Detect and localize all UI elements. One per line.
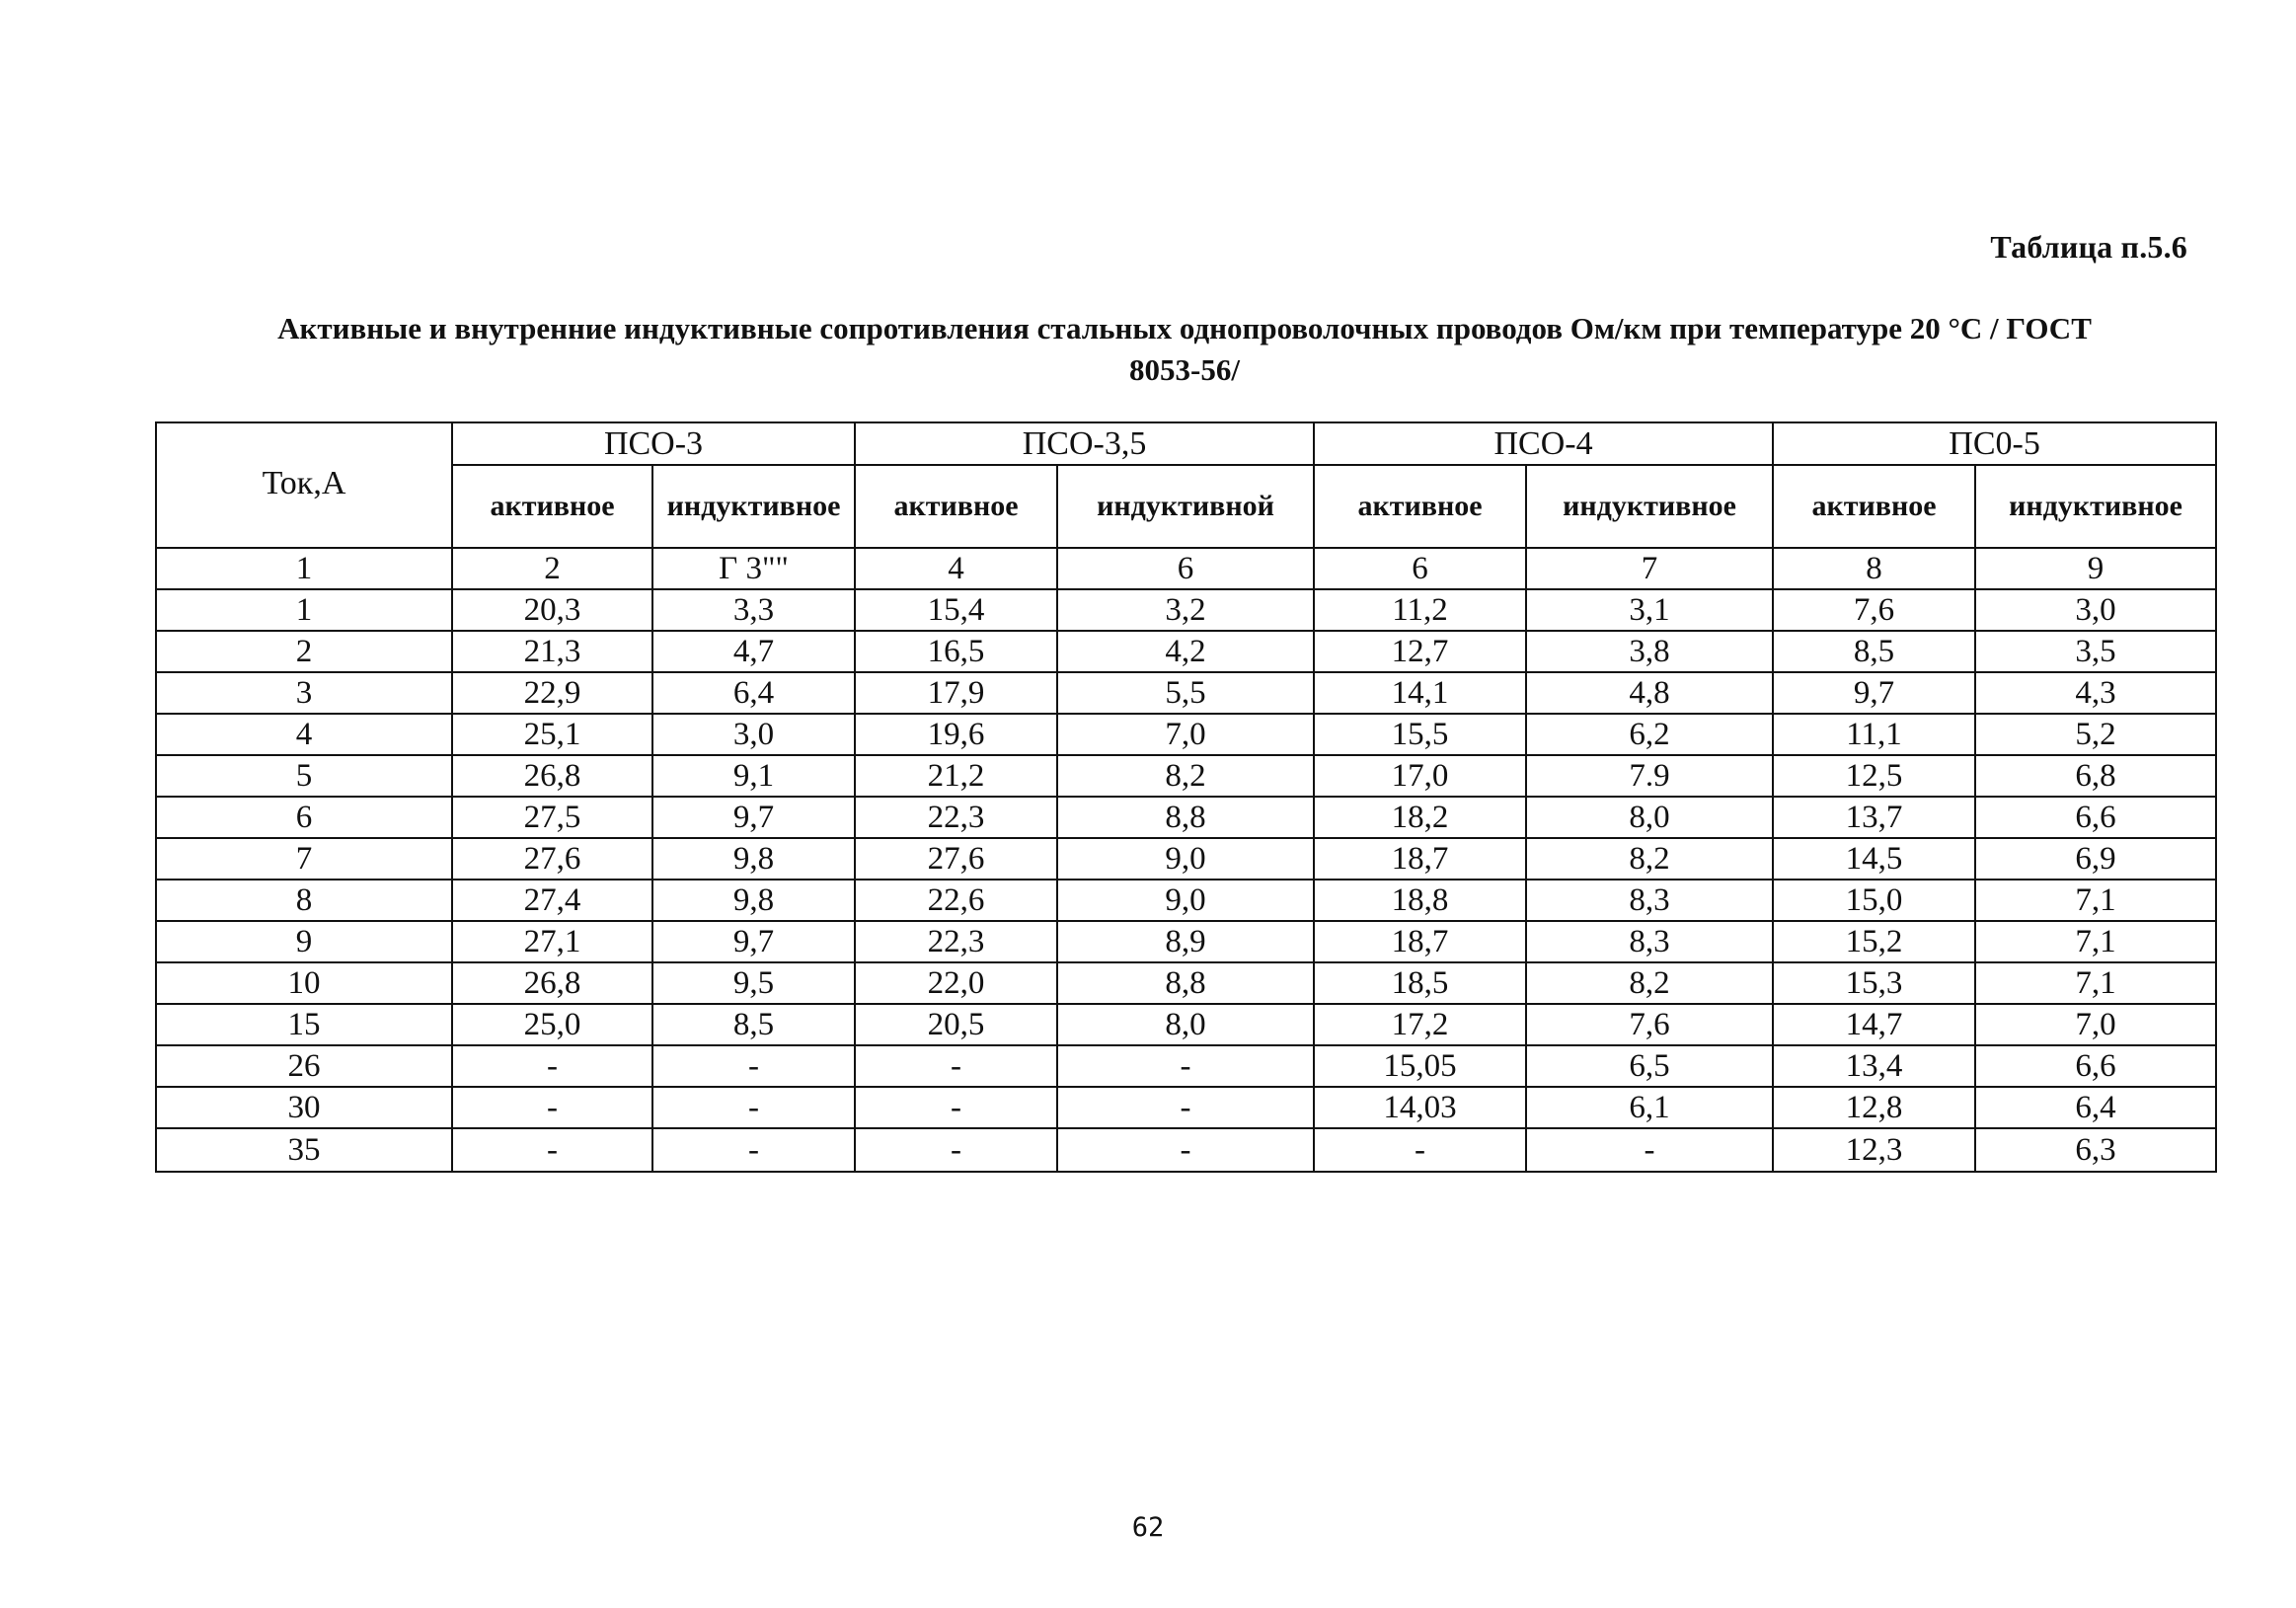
current-cell: 7 [156, 838, 452, 880]
table-row [156, 962, 2216, 1004]
value-cell: 21,3 [452, 631, 652, 672]
value-cell: 18,8 [1314, 880, 1526, 921]
table-row [156, 672, 2216, 714]
table-row [156, 631, 2216, 672]
value-cell: - [452, 1045, 652, 1087]
value-cell: 3,0 [1975, 589, 2216, 631]
value-cell: 9,7 [652, 921, 855, 962]
subheader: индуктивное [652, 465, 855, 548]
value-cell: 8,8 [1057, 962, 1314, 1004]
value-cell: 6,8 [1975, 755, 2216, 797]
value-cell: - [652, 1128, 855, 1172]
table-row [156, 714, 2216, 755]
value-cell: 6,4 [1975, 1087, 2216, 1128]
current-cell: 8 [156, 880, 452, 921]
value-cell: 9,5 [652, 962, 855, 1004]
value-cell: 7.9 [1526, 755, 1773, 797]
value-cell: 7,0 [1975, 1004, 2216, 1045]
current-cell: 1 [156, 589, 452, 631]
page-number: 62 [1131, 1512, 1165, 1543]
value-cell: 8,8 [1057, 797, 1314, 838]
value-cell: 18,5 [1314, 962, 1526, 1004]
value-cell: - [1314, 1128, 1526, 1172]
current-cell: 2 [156, 631, 452, 672]
value-cell: 18,2 [1314, 797, 1526, 838]
value-cell: 3,3 [652, 589, 855, 631]
value-cell: 22,3 [855, 797, 1057, 838]
value-cell: - [855, 1087, 1057, 1128]
value-cell: 9,7 [652, 797, 855, 838]
current-cell: 26 [156, 1045, 452, 1087]
value-cell: 26,8 [452, 962, 652, 1004]
current-cell: 9 [156, 921, 452, 962]
table-row [156, 589, 2216, 631]
value-cell: - [1526, 1128, 1773, 1172]
table-row [156, 797, 2216, 838]
value-cell: 9,7 [1773, 672, 1975, 714]
value-cell: 3,0 [652, 714, 855, 755]
value-cell: 13,7 [1773, 797, 1975, 838]
value-cell: 14,7 [1773, 1004, 1975, 1045]
value-cell: 15,0 [1773, 880, 1975, 921]
value-cell: 14,1 [1314, 672, 1526, 714]
value-cell: 7,6 [1773, 589, 1975, 631]
value-cell: - [652, 1045, 855, 1087]
value-cell: 8,2 [1057, 755, 1314, 797]
document-title [148, 308, 2221, 391]
value-cell: 4,8 [1526, 672, 1773, 714]
table-row [156, 880, 2216, 921]
table-label: Таблица п.5.6 [1990, 229, 2187, 265]
value-cell: 8,3 [1526, 880, 1773, 921]
value-cell: 13,4 [1773, 1045, 1975, 1087]
value-cell: 6,3 [1975, 1128, 2216, 1172]
value-cell: 22,6 [855, 880, 1057, 921]
value-cell: 8,2 [1526, 962, 1773, 1004]
group-header-row [156, 422, 2216, 465]
value-cell: 22,3 [855, 921, 1057, 962]
current-cell: 15 [156, 1004, 452, 1045]
column-number: 6 [1314, 548, 1526, 589]
value-cell: 27,4 [452, 880, 652, 921]
current-cell: 4 [156, 714, 452, 755]
current-cell: 35 [156, 1128, 452, 1172]
subheader: активное [1314, 465, 1526, 548]
table-body [156, 548, 2216, 1172]
value-cell: 17,2 [1314, 1004, 1526, 1045]
value-cell: 20,3 [452, 589, 652, 631]
value-cell: 8,2 [1526, 838, 1773, 880]
column-number: 4 [855, 548, 1057, 589]
group-header: ПС0-5 [1773, 422, 2216, 465]
column-number: 1 [156, 548, 452, 589]
column-number-row [156, 548, 2216, 589]
value-cell: - [1057, 1045, 1314, 1087]
column-number: 9 [1975, 548, 2216, 589]
value-cell: 12,5 [1773, 755, 1975, 797]
value-cell: 3,5 [1975, 631, 2216, 672]
table-row [156, 1045, 2216, 1087]
value-cell: 9,8 [652, 838, 855, 880]
title-line-1: Активные и внутренние индуктивные сопротивления стальных однопроволочных проводов Ом/км при температуре 20 °С / ГОСТ [277, 311, 2092, 345]
column-number: Г 3"" [652, 548, 855, 589]
subheader: активное [1773, 465, 1975, 548]
title-line-2: 8053-56/ [1129, 352, 1240, 387]
value-cell: 8,0 [1057, 1004, 1314, 1045]
subheader: активное [855, 465, 1057, 548]
value-cell: - [452, 1128, 652, 1172]
column-number: 2 [452, 548, 652, 589]
value-cell: 6,1 [1526, 1087, 1773, 1128]
group-header: ПСО-3 [452, 422, 855, 465]
value-cell: 25,1 [452, 714, 652, 755]
current-cell: 3 [156, 672, 452, 714]
value-cell: 4,7 [652, 631, 855, 672]
group-header: ПСО-4 [1314, 422, 1773, 465]
value-cell: 12,8 [1773, 1087, 1975, 1128]
value-cell: - [1057, 1087, 1314, 1128]
value-cell: 6,2 [1526, 714, 1773, 755]
value-cell: 14,5 [1773, 838, 1975, 880]
value-cell: 6,6 [1975, 797, 2216, 838]
value-cell: 27,5 [452, 797, 652, 838]
value-cell: 14,03 [1314, 1087, 1526, 1128]
value-cell: 22,0 [855, 962, 1057, 1004]
value-cell: 9,0 [1057, 880, 1314, 921]
current-header: Ток,А [156, 422, 452, 548]
value-cell: 20,5 [855, 1004, 1057, 1045]
value-cell: 3,2 [1057, 589, 1314, 631]
column-number: 7 [1526, 548, 1773, 589]
value-cell: 18,7 [1314, 838, 1526, 880]
value-cell: - [855, 1128, 1057, 1172]
table-row [156, 921, 2216, 962]
table-row [156, 1004, 2216, 1045]
subheader: индуктивной [1057, 465, 1314, 548]
value-cell: - [652, 1087, 855, 1128]
value-cell: 5,2 [1975, 714, 2216, 755]
subheader: индуктивное [1975, 465, 2216, 548]
value-cell: 15,05 [1314, 1045, 1526, 1087]
table-row [156, 1128, 2216, 1172]
value-cell: 12,7 [1314, 631, 1526, 672]
value-cell: 18,7 [1314, 921, 1526, 962]
subheader: активное [452, 465, 652, 548]
value-cell: 25,0 [452, 1004, 652, 1045]
value-cell: 8,0 [1526, 797, 1773, 838]
value-cell: 16,5 [855, 631, 1057, 672]
value-cell: - [452, 1087, 652, 1128]
value-cell: 17,9 [855, 672, 1057, 714]
value-cell: 11,2 [1314, 589, 1526, 631]
value-cell: 22,9 [452, 672, 652, 714]
subheader-row [156, 465, 2216, 548]
value-cell: 11,1 [1773, 714, 1975, 755]
value-cell: 7,6 [1526, 1004, 1773, 1045]
current-cell: 6 [156, 797, 452, 838]
value-cell: 5,5 [1057, 672, 1314, 714]
value-cell: 9,0 [1057, 838, 1314, 880]
current-cell: 10 [156, 962, 452, 1004]
subheader: индуктивное [1526, 465, 1773, 548]
table-row [156, 838, 2216, 880]
value-cell: 26,8 [452, 755, 652, 797]
value-cell: - [855, 1045, 1057, 1087]
value-cell: 27,1 [452, 921, 652, 962]
value-cell: 19,6 [855, 714, 1057, 755]
value-cell: 8,9 [1057, 921, 1314, 962]
resistance-table [155, 421, 2217, 1173]
value-cell: 8,5 [652, 1004, 855, 1045]
table-row [156, 755, 2216, 797]
value-cell: 4,2 [1057, 631, 1314, 672]
group-header: ПСО-3,5 [855, 422, 1314, 465]
value-cell: 7,1 [1975, 962, 2216, 1004]
value-cell: 6,5 [1526, 1045, 1773, 1087]
value-cell: 6,4 [652, 672, 855, 714]
value-cell: 6,6 [1975, 1045, 2216, 1087]
value-cell: 27,6 [855, 838, 1057, 880]
value-cell: 9,1 [652, 755, 855, 797]
value-cell: 15,3 [1773, 962, 1975, 1004]
value-cell: 8,5 [1773, 631, 1975, 672]
value-cell: 3,8 [1526, 631, 1773, 672]
current-cell: 5 [156, 755, 452, 797]
value-cell: 9,8 [652, 880, 855, 921]
value-cell: - [1057, 1128, 1314, 1172]
value-cell: 17,0 [1314, 755, 1526, 797]
value-cell: 7,1 [1975, 921, 2216, 962]
value-cell: 6,9 [1975, 838, 2216, 880]
current-cell: 30 [156, 1087, 452, 1128]
column-number: 8 [1773, 548, 1975, 589]
column-number: 6 [1057, 548, 1314, 589]
value-cell: 15,4 [855, 589, 1057, 631]
value-cell: 4,3 [1975, 672, 2216, 714]
value-cell: 3,1 [1526, 589, 1773, 631]
table-row [156, 1087, 2216, 1128]
value-cell: 8,3 [1526, 921, 1773, 962]
value-cell: 21,2 [855, 755, 1057, 797]
value-cell: 7,0 [1057, 714, 1314, 755]
value-cell: 12,3 [1773, 1128, 1975, 1172]
value-cell: 27,6 [452, 838, 652, 880]
value-cell: 7,1 [1975, 880, 2216, 921]
value-cell: 15,5 [1314, 714, 1526, 755]
value-cell: 15,2 [1773, 921, 1975, 962]
